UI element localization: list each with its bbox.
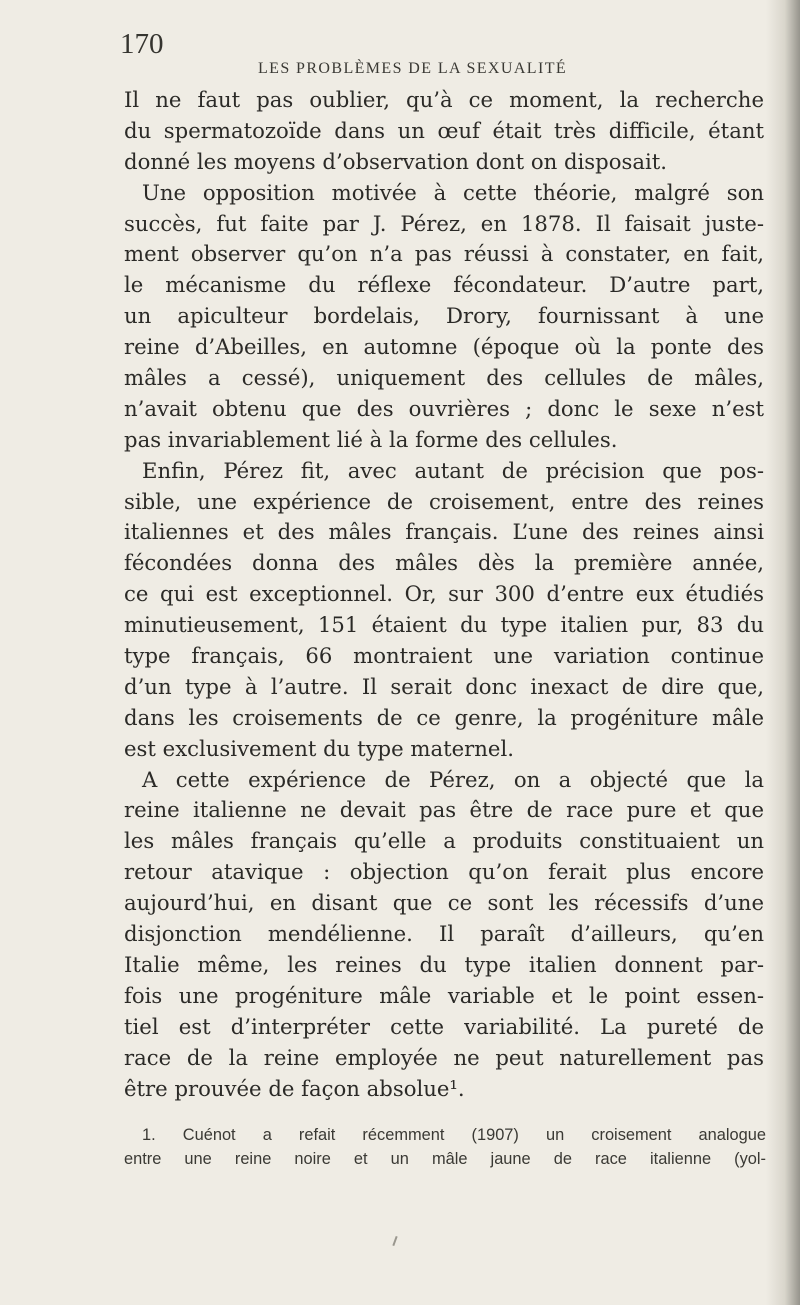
body-line: pas invariablement lié à la forme des cellules.	[124, 426, 618, 452]
body-line: ment observer qu’on n’a pas réussi à constater, en fait,	[124, 241, 764, 267]
running-head: LES PROBLÈMES DE LA SEXUALITÉ	[258, 60, 568, 77]
body-line: A cette expérience de Pérez, on a objecté que la	[142, 766, 764, 792]
body-line: fois une progéniture mâle variable et le point essen-	[124, 982, 764, 1008]
body-line: ce qui est exceptionnel. Or, sur 300 d’entre eux étudiés	[124, 581, 764, 607]
body-line: Il ne faut pas oublier, qu’à ce moment, la recherche	[124, 87, 764, 112]
body-line: reine italienne ne devait pas être de race pure et que	[124, 797, 764, 823]
body-line: retour atavique : objection qu’on ferait plus encore	[124, 859, 764, 885]
body-line: n’avait obtenu que des ouvrières ; donc le sexe n’est	[124, 395, 764, 421]
body-line: Italie même, les reines du type italien donnent par-	[124, 951, 764, 977]
body-line: les mâles français qu’elle a produits constituaient un	[124, 828, 764, 854]
body-line: succès, fut faite par J. Pérez, en 1878. Il faisait juste-	[124, 210, 764, 236]
body-line: Enfin, Pérez fit, avec autant de précision que pos-	[142, 457, 764, 483]
footnote-line: 1. Cuénot a refait récemment (1907) un croisement analogue	[142, 1126, 766, 1144]
body-line: est exclusivement du type maternel.	[124, 735, 514, 761]
body-line: type français, 66 montraient une variation continue	[124, 643, 764, 669]
footnote-line: entre une reine noire et un mâle jaune de race italienne (yol-	[124, 1150, 766, 1168]
body-text	[124, 85, 764, 1104]
body-line: un apiculteur bordelais, Drory, fournissant à une	[124, 303, 764, 329]
body-line: italiennes et des mâles français. L’une des reines ainsi	[124, 519, 764, 545]
body-line: mâles a cessé), uniquement des cellules de mâles,	[124, 365, 764, 391]
body-line: être prouvée de façon absolue¹.	[124, 1075, 465, 1101]
body-line: dans les croisements de ce genre, la progéniture mâle	[124, 704, 764, 730]
body-line: race de la reine employée ne peut naturellement pas	[124, 1044, 764, 1070]
body-line: le mécanisme du réflexe fécondateur. D’autre part,	[124, 272, 764, 298]
page-edge-shadow	[766, 0, 800, 1305]
body-line: sible, une expérience de croisement, entre des reines	[124, 488, 764, 514]
body-line: aujourd’hui, en disant que ce sont les récessifs d’une	[124, 890, 764, 916]
body-line: du spermatozoïde dans un œuf était très difficile, étant	[124, 117, 764, 143]
body-line: donné les moyens d’observation dont on disposait.	[124, 148, 668, 174]
stray-ink-mark	[392, 1236, 397, 1246]
body-line: tiel est d’interpréter cette variabilité. La pureté de	[124, 1013, 764, 1039]
footnotes	[124, 1123, 766, 1171]
body-line: reine d’Abeilles, en automne (époque où la ponte des	[124, 334, 764, 360]
body-line: Une opposition motivée à cette théorie, malgré son	[142, 179, 764, 205]
body-line: disjonction mendélienne. Il paraît d’ailleurs, qu’en	[124, 921, 764, 947]
body-line: fécondées donna des mâles dès la première année,	[124, 550, 764, 576]
body-line: minutieusement, 151 étaient du type italien pur, 83 du	[124, 612, 764, 638]
body-line: d’un type à l’autre. Il serait donc inexact de dire que,	[124, 673, 764, 699]
page-number: 170	[120, 28, 164, 60]
